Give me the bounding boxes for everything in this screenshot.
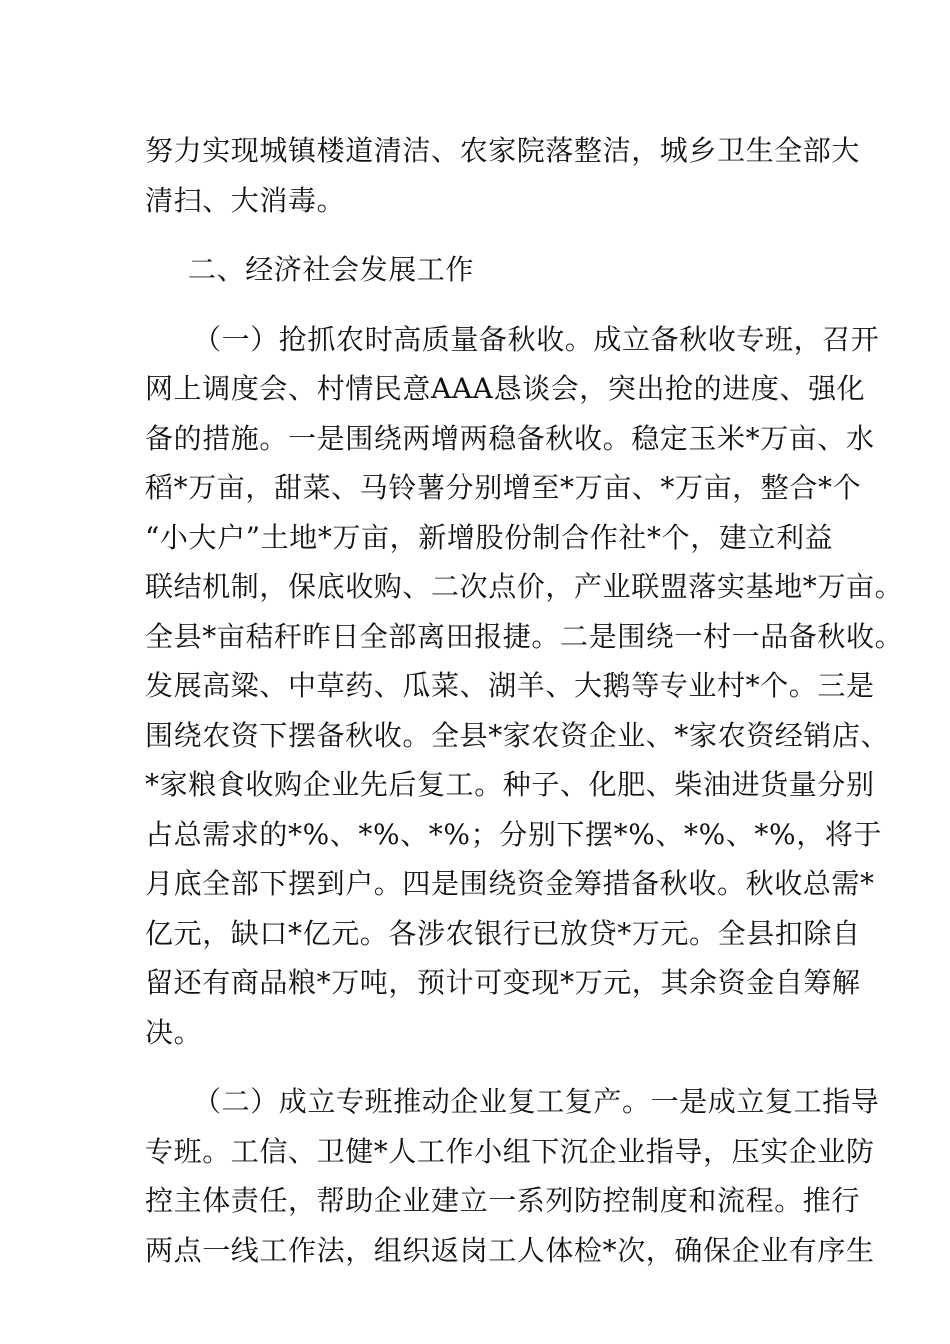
text-line: 联结机制，保底收购、二次点价，产业联盟落实基地*万亩。 — [145, 570, 904, 603]
text-line: 亿元，缺口*亿元。各涉农银行已放贷*万元。全县扣除自 — [145, 916, 861, 950]
text-line: 清扫、大消毒。 — [145, 183, 346, 217]
text-line: 稻*万亩，甜菜、马铃薯分别增至*万亩、*万亩，整合*个 — [145, 471, 862, 504]
section-heading: 二、经济社会发展工作 — [188, 253, 475, 286]
text-line: 两点一线工作法，组织返岗工人体检*次，确保企业有序生 — [145, 1233, 875, 1267]
text-line: “小大户”土地*万亩，新增股份制合作社*个，建立利益 — [145, 520, 834, 554]
text-line: 决。 — [145, 1015, 203, 1049]
text-line: 占总需求的*%、*%、*%；分别下摆*%、*%、*%，将于 — [145, 817, 883, 851]
text-line: （一）抢抓农时高质量备秋收。成立备秋收专班，召开 — [193, 322, 880, 356]
text-line: 控主体责任，帮助企业建立一系列防控制度和流程。推行 — [145, 1184, 861, 1217]
text-line: 网上调度会、村情民意AAA恳谈会，突出抢的进度、强化 — [145, 372, 866, 405]
text-line: 月底全部下摆到户。四是围绕资金筹措备秋收。秋收总需* — [145, 867, 875, 900]
text-line: 备的措施。一是围绕两增两稳备秋收。稳定玉米*万亩、水 — [145, 421, 875, 455]
text-line: *家粮食收购企业先后复工。种子、化肥、柴油进货量分别 — [145, 768, 875, 801]
text-line: 专班。工信、卫健*人工作小组下沉企业指导，压实企业防 — [145, 1134, 875, 1168]
text-line: 围绕农资下摆备秋收。全县*家农资企业、*家农资经销店、 — [145, 718, 890, 752]
document-body — [145, 126, 904, 1275]
text-line: 发展高粱、中草药、瓜菜、湖羊、大鹅等专业村*个。三是 — [145, 669, 875, 702]
text-line: 全县*亩秸秆昨日全部离田报捷。二是围绕一村一品备秋收。 — [145, 619, 904, 653]
text-line: （二）成立专班推动企业复工复产。一是成立复工指导 — [193, 1085, 880, 1118]
text-line: 留还有商品粮*万吨，预计可变现*万元，其余资金自筹解 — [145, 966, 861, 999]
text-line: 努力实现城镇楼道清洁、农家院落整洁，城乡卫生全部大 — [145, 134, 861, 167]
